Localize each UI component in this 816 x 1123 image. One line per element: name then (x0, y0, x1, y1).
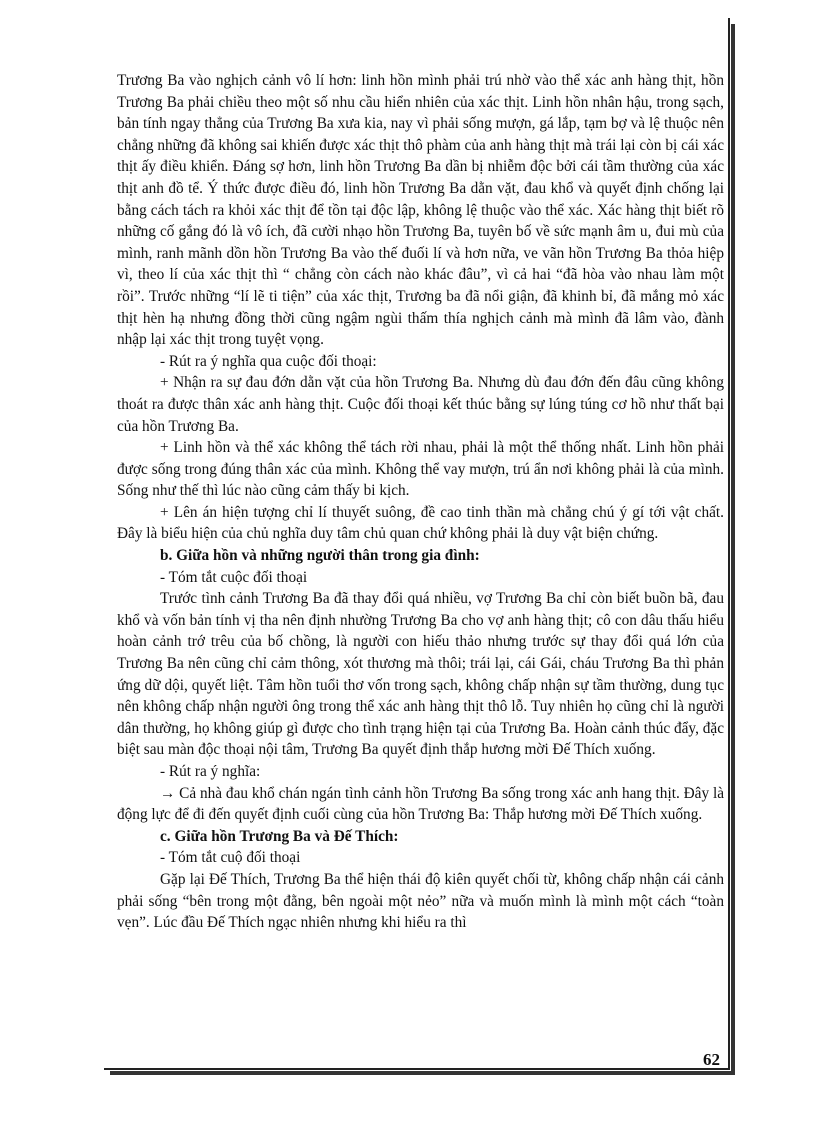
section-heading-b: b. Giữa hồn và những người thân trong gia đình: (160, 547, 480, 565)
page-shadow-bottom (110, 1071, 735, 1075)
paragraph: Gặp lại Đế Thích, Trương Ba thể hiện thái độ kiên quyết chối từ, không chấp nhận cái cảnh phải sống “bên trong một đằng, bên ngoài một nẻo” nữa và muốn mình là mình một cách “toàn vẹn”. Lúc đầu Đế Thích ngạc nhiên nhưng khi hiểu ra thì (117, 870, 724, 932)
subheading: - Rút ra ý nghĩa: (160, 763, 261, 780)
section-heading-c: c. Giữa hồn Trương Ba và Đế Thích: (160, 827, 399, 845)
subheading: - Tóm tắt cuộ đối thoại (160, 849, 301, 867)
bullet-paragraph: + Lên án hiện tượng chỉ lí thuyết suông, đề cao tinh thần mà chẳng chú ý gí tới vật chất. Đây là biểu hiện của chủ nghĩa duy tâm chủ quan chứ không phải là duy vật biện chứng. (117, 503, 724, 543)
bullet-paragraph: + Linh hồn và thể xác không thể tách rời nhau, phải là một thể thống nhất. Linh hồn phải được sống trong đúng thân xác của mình. Không thể vay mượn, trú ẩn nơi không phải là của mình. Sống như thế thì lúc nào cũng cảm thấy bi kịch. (117, 439, 724, 500)
subheading: - Tóm tắt cuộc đối thoại (160, 568, 308, 586)
paragraph: Trước tình cảnh Trương Ba đã thay đổi quá nhiều, vợ Trương Ba chỉ còn biết buồn bã, đau khổ và vốn bản tính vị tha nên định nhường Trương Ba cho vợ anh hàng thịt; cô con dâu thấu hiểu hoàn cảnh trớ trêu của bố chồng, là người con hiếu thảo nhưng trước sự thay đổi quá lớn của Trương Ba nên cũng chỉ cảm thông, xót thương mà thôi; trái lại, cái Gái, cháu Trương Ba thì phản ứng dữ dội, quyết liệt. Tâm hồn tuổi thơ vốn trong sạch, không chấp nhận sự tầm thường, dung tục nên không chấp nhận người ông trong thể xác anh hàng thịt thô lỗ. Tuy nhiên họ cũng chỉ là người dân thường, họ không giúp gì được cho tình trạng hiện tại của Trương Ba. Hoàn cảnh thúc đẩy, đặc biệt sau màn độc thoại nội tâm, Trương Ba quyết định thắp hương mời Đế Thích xuống. (117, 590, 724, 759)
page-number: 62 (703, 1050, 720, 1069)
arrow-paragraph: → Cả nhà đau khổ chán ngán tình cảnh hồn Trương Ba sống trong xác anh hang thịt. Đây là động lực để đi đến quyết định cuối cùng của hồn Trương Ba: Thắp hương mời Đế Thích xuống. (117, 784, 724, 824)
bullet-paragraph: + Nhận ra sự đau đớn dằn vặt của hồn Trương Ba. Nhưng dù đau đớn đến đâu cũng không thoát ra được thân xác anh hàng thịt. Cuộc đối thoại kết thúc bằng sự lúng túng cơ hồ như thất bại của hồn Trương Ba. (117, 374, 724, 435)
page-shadow-right (731, 24, 735, 1074)
document-body (117, 70, 724, 934)
list-item-heading: - Rút ra ý nghĩa qua cuộc đối thoại: (160, 352, 377, 370)
paragraph: Trương Ba vào nghịch cảnh vô lí hơn: linh hồn mình phải trú nhờ vào thể xác anh hàng thịt, hồn Trương Ba phải chiều theo một số nhu cầu hiển nhiên của xác thịt. Linh hồn nhân hậu, trong sạch, bản tính ngay thẳng của Trương Ba xưa kia, nay vì phải sống mượn, gá lắp, tạm bợ và lệ thuộc nên chẳng những đã không sai khiến được xác thịt thô phàm của anh hàng thịt mà trái lại còn bị cái xác thịt ấy điều khiển. Đáng sợ hơn, linh hồn Trương Ba dần bị nhiễm độc bởi cái tầm thường của xác thịt anh đồ tể. Ý thức được điều đó, linh hồn Trương Ba dằn vặt, đau khổ và quyết định chống lại bằng cách tách ra khỏi xác thịt để tồn tại độc lập, không lệ thuộc vào thể xác. Xác hàng thịt biết rõ những cố gắng đó là vô ích, đã cười nhạo hồn Trương Ba, tuyên bố về sức mạnh âm u, đui mù của mình, ranh mãnh dồn hồn Trương Ba vào thế đuối lí và hơn nữa, ve vãn hồn Trương Ba thỏa hiệp vì, theo lí của xác thịt thì “ chẳng còn cách nào khác đâu”, vì cả hai “đã hòa vào nhau làm một rồi”. Trước những “lí lẽ ti tiện” của xác thịt, Trương ba đã nổi giận, đã khinh bỉ, đã mắng mỏ xác thịt hèn hạ nhưng đồng thời cũng ngậm ngùi thấm thía nghịch cảnh mà mình đã lâm vào, đành nhập lại xác thịt trong tuyệt vọng. (117, 72, 724, 349)
